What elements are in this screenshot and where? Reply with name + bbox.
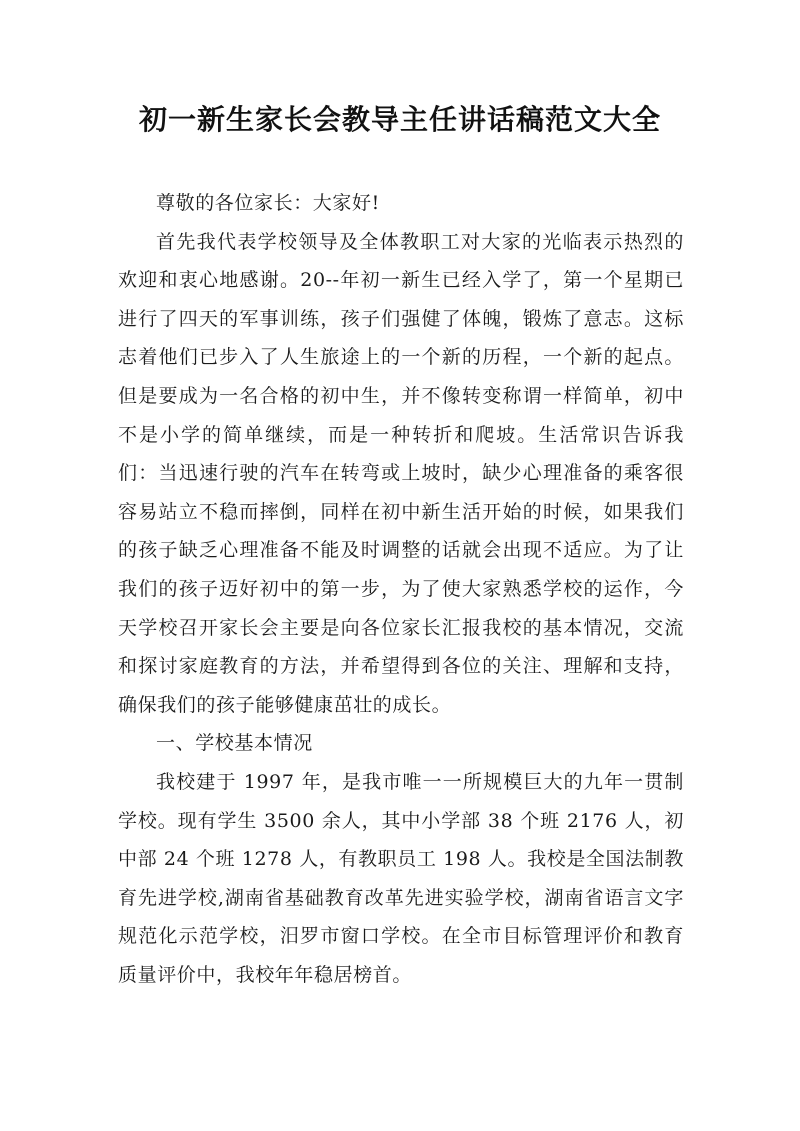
school-info-paragraph: 我校建于 1997 年，是我市唯一一所规模巨大的九年一贯制学校。现有学生 3500 余人，其中小学部 38 个班 2176 人，初中部 24 个班 1278 人，有教职员工 198 人。我校是全国法制教育先进学校,湖南省基础教育改革先进实验学校，湖南省语言文字规范化示范学校，汨罗市窗口学校。在全市目标管理评价和教育质量评价中，我校年年稳居榜首。 [118,770,684,986]
section-heading: 一、学校基本情况 [156,732,313,755]
intro-paragraph: 首先我代表学校领导及全体教职工对大家的光临表示热烈的欢迎和衷心地感谢。20--年初一新生已经入学了，第一个星期已进行了四天的军事训练，孩子们强健了体魄，锻炼了意志。这标志着他们已步入了人生旅途上的一个新的历程，一个新的起点。但是要成为一名合格的初中生，并不像转变称谓一样简单，初中不是小学的简单继续，而是一种转折和爬坡。生活常识告诉我们：当迅速行驶的汽车在转弯或上坡时，缺少心理准备的乘客很容易站立不稳而摔倒，同样在初中新生活开始的时候，如果我们的孩子缺乏心理准备不能及时调整的话就会出现不适应。为了让我们的孩子迈好初中的第一步，为了使大家熟悉学校的运作，今天学校召开家长会主要是向各位家长汇报我校的基本情况，交流和探讨家庭教育的方法，并希望得到各位的关注、理解和支持，确保我们的孩子能够健康茁壮的成长。 [118,230,684,716]
greeting-paragraph: 尊敬的各位家长：大家好! [156,192,380,214]
document-title: 初一新生家长会教导主任讲话稿范文大全 [138,103,661,136]
document-body [118,184,684,994]
